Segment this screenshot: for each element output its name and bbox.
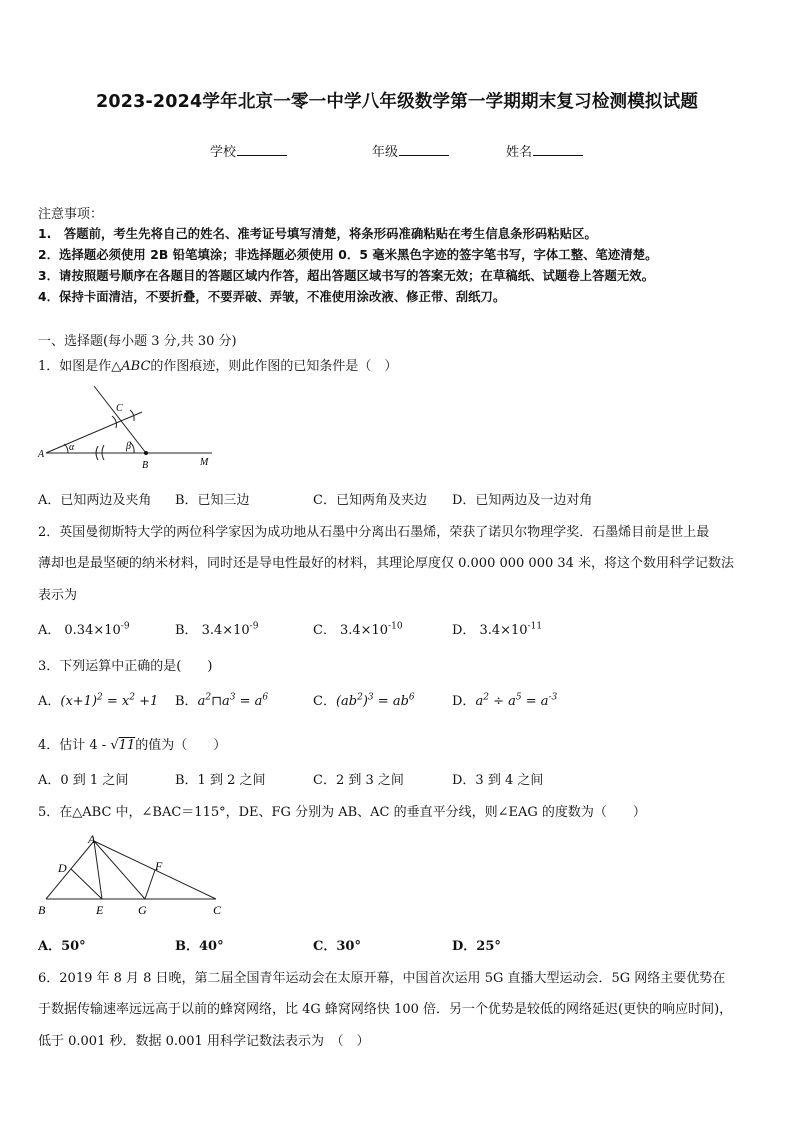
q3-option-c: C．$(ab^2)^3 = ab^6$ [313,692,415,709]
q4-option-c: C．2 到 3 之间 [313,773,404,788]
q1-option-a: A．已知两边及夹角 [38,493,152,508]
label-E: E [96,903,104,917]
school-blank [237,143,287,156]
notes-heading: 注意事项： [38,207,104,222]
q2-option-c: C． $3.4\times 10^{-10}$ [313,621,403,638]
label-alpha: α [69,442,75,453]
label-A: A [88,832,96,846]
page-title: 2023-2024学年北京一零一中学八年级数学第一学期期末复习检测模拟试题 [95,92,699,112]
q2-option-d: D． $3.4\times 10^{-11}$ [452,621,543,638]
grade-field: 年级 [372,141,449,160]
label-M: M [200,457,209,468]
question-2-line: 2．英国曼彻斯特大学的两位科学家因为成功地从石墨中分离出石墨烯，荣获了诺贝尔物理学奖．石墨烯目前是世上最 [38,525,710,540]
question-6-line: 6．2019 年 8 月 8 日晚，第二届全国青年运动会在太原开幕，中国首次运用 5G 直播大型运动会．5G 网络主要优势在 [38,971,726,986]
question-5-stem: 5．在△ABC 中，∠BAC＝115°，DE、FG 分别为 AB、AC 的垂直平分线，则∠EAG 的度数为（ ） [38,805,646,820]
q5-figure [34,830,234,920]
label-B: B [142,460,149,471]
note-item: 2．选择题必须使用 2B 铅笔填涂；非选择题必须使用 0．5 毫米黑色字迹的签字笔书写，字体工整、笔迹清楚。 [38,248,658,262]
grade-blank [399,143,449,156]
q2-option-a: A． $0.34\times 10^{-9}$ [38,621,130,638]
question-2-line: 薄却也是最坚硬的纳米材料，同时还是导电性最好的材料，其理论厚度仅 0.000 000 000 34 米，将这个数用科学记数法 [38,556,735,571]
q4-option-a: A．0 到 1 之间 [38,773,129,788]
label-C: C [213,903,222,917]
question-6-line: 于数据传输速率远远高于以前的蜂窝网络，比 4G 蜂窝网络快 100 倍．另一个优势是较低的网络延迟(更快的响应时间)， [38,1002,733,1017]
note-item: 1. 答题前，考生先将自己的姓名、准考证号填写清楚，将条形码准确粘贴在考生信息条形码粘贴区。 [38,227,597,241]
q2-option-b: B． $3.4\times 10^{-9}$ [175,621,259,638]
q3-option-a: A．$(x+1)^2 = x^2 +1$ [38,692,159,709]
q4-option-b: B．1 到 2 之间 [175,773,266,788]
q5-option-b: B．40° [175,939,224,954]
q3-option-d: D．$a^2 \div a^5 = a^{-3}$ [452,692,558,709]
question-6-line: 低于 0.001 秒．数据 0.001 用科学记数法表示为 （ ） [38,1034,370,1049]
name-blank [533,143,583,156]
question-4-stem: 4．估计 4 - √11的值为（ ） [38,738,227,753]
label-B: B [38,903,46,917]
q4-option-d: D．3 到 4 之间 [452,773,544,788]
label-beta: β [126,441,131,452]
q5-option-d: D．25° [452,939,501,954]
q1-option-c: C．已知两角及夹边 [313,493,427,508]
q1-option-b: B．已知三边 [175,493,250,508]
note-item: 3．请按照题号顺序在各题目的答题区域内作答，超出答题区域书写的答案无效；在草稿纸、试题卷上答题无效。 [38,269,655,283]
name-field: 姓名 [506,141,583,160]
q5-option-a: A．50° [38,939,86,954]
question-2-line: 表示为 [38,588,78,603]
school-field: 学校 [210,141,287,160]
label-A: A [38,449,45,460]
q3-option-b: B．$a^2⊓a^3 = a^6$ [175,692,269,709]
question-1-stem: 1．如图是作△ABC的作图痕迹，则此作图的已知条件是（ ） [38,359,398,374]
section-heading: 一、选择题(每小题 3 分,共 30 分) [38,334,237,349]
q1-option-d: D．已知两边及一边对角 [452,493,593,508]
q1-figure [34,383,224,473]
q5-option-c: C．30° [313,939,361,954]
label-C: C [116,403,123,414]
label-G: G [138,903,147,917]
note-item: 4．保持卡面清洁，不要折叠，不要弄破、弄皱，不准使用涂改液、修正带、刮纸刀。 [38,290,506,304]
question-3-stem: 3．下列运算中正确的是( ) [38,659,213,674]
label-F: F [155,859,163,873]
label-D: D [58,861,67,875]
